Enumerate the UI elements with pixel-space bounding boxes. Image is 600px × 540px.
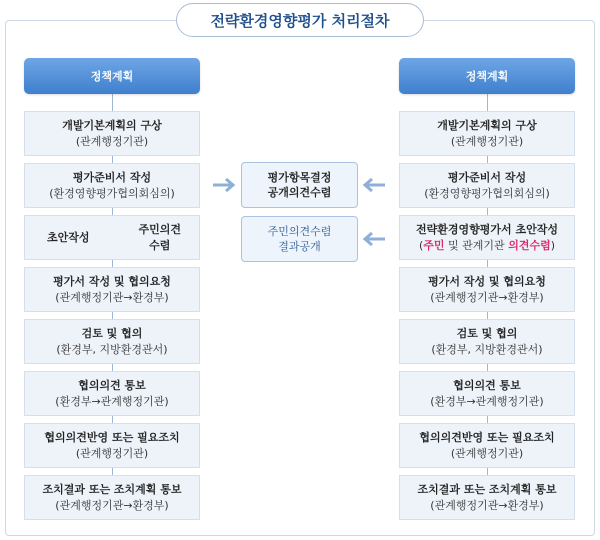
left-step-1 (24, 111, 200, 156)
step-title: 협의의견반영 또는 필요조치 (419, 430, 555, 444)
paren-open: ( (419, 238, 424, 252)
step-subtitle: (환경영향평가협의회심의) (424, 186, 550, 200)
paren-close: ) (550, 238, 555, 252)
left-step-3 (24, 215, 200, 260)
step-subtitle: (관계행정기관) (75, 446, 149, 460)
right-step-2 (399, 163, 575, 208)
left-step-6 (24, 371, 200, 416)
step-subtitle: (관계행정기관→환경부) (55, 290, 169, 304)
middle-line-1: 주민의견수렴 (267, 225, 332, 238)
step-title: 전략환경영향평가서 초안작성 (416, 222, 558, 236)
left-step-7 (24, 423, 200, 468)
draft-label: 초안작성 (47, 230, 90, 244)
step-subtitle: (관계행정기관) (450, 446, 524, 460)
middle-line-2: 공개의견수렴 (267, 186, 332, 199)
arrow-left-icon (362, 232, 386, 246)
left-step-5 (24, 319, 200, 364)
step-title: 개발기본계획의 구상 (437, 118, 537, 132)
step-subtitle: (환경부→관계행정기관) (430, 394, 544, 408)
step-subtitle (419, 238, 555, 254)
right-step-8 (399, 475, 575, 520)
right-step-3 (399, 215, 575, 260)
arrow-left-icon (362, 178, 386, 192)
right-step-6 (399, 371, 575, 416)
step-subtitle: (관계행정기관) (450, 134, 524, 148)
step-title: 평가서 작성 및 협의요청 (53, 274, 171, 288)
middle-box-disclosure (241, 216, 358, 262)
step-title: 협의의견반영 또는 필요조치 (44, 430, 180, 444)
right-step-1 (399, 111, 575, 156)
step-title: 조치결과 또는 조치계획 통보 (417, 482, 557, 496)
step-subtitle: (환경부, 지방환경관서) (431, 342, 543, 356)
step-title: 평가서 작성 및 협의요청 (428, 274, 546, 288)
residents-highlight: 주민 (423, 238, 445, 252)
right-step-7 (399, 423, 575, 468)
step-subtitle: (관계행정기관→환경부) (55, 498, 169, 512)
opinion-line-2: 수렴 (149, 238, 171, 252)
left-step-4 (24, 267, 200, 312)
page-title: 전략환경영향평가 처리절차 (176, 3, 424, 37)
right-header: 정책계획 (399, 58, 575, 94)
middle-line-1: 평가항목결정 (267, 171, 332, 184)
step-subtitle: (관계행정기관→환경부) (430, 498, 544, 512)
step-subtitle: (환경부→관계행정기관) (55, 394, 169, 408)
step-title: 개발기본계획의 구상 (62, 118, 162, 132)
step-subtitle: (환경부, 지방환경관서) (56, 342, 168, 356)
step-title: 조치결과 또는 조치계획 통보 (42, 482, 182, 496)
middle-box-scope (241, 162, 358, 208)
right-step-5 (399, 319, 575, 364)
step-subtitle: (관계행정기관) (75, 134, 149, 148)
step-title: 검토 및 협의 (81, 326, 143, 340)
left-step-8 (24, 475, 200, 520)
step-title: 협의의견 통보 (453, 378, 521, 392)
step-subtitle: (관계행정기관→환경부) (430, 290, 544, 304)
arrow-right-icon (212, 178, 236, 192)
step-title: 검토 및 협의 (456, 326, 518, 340)
left-header: 정책계획 (24, 58, 200, 94)
step-subtitle: (환경영향평가협의회심의) (49, 186, 175, 200)
right-step-4 (399, 267, 575, 312)
opinion-line-1: 주민의견 (138, 222, 181, 236)
left-step-2 (24, 163, 200, 208)
step-title: 협의의견 통보 (78, 378, 146, 392)
step-title: 평가준비서 작성 (447, 170, 527, 184)
and-agencies-text: 및 관계기관 (444, 238, 509, 252)
opinion-highlight: 의견수렴 (508, 238, 551, 252)
middle-line-2: 결과공개 (278, 240, 321, 253)
opinion-label (138, 222, 181, 254)
step-title: 평가준비서 작성 (72, 170, 152, 184)
